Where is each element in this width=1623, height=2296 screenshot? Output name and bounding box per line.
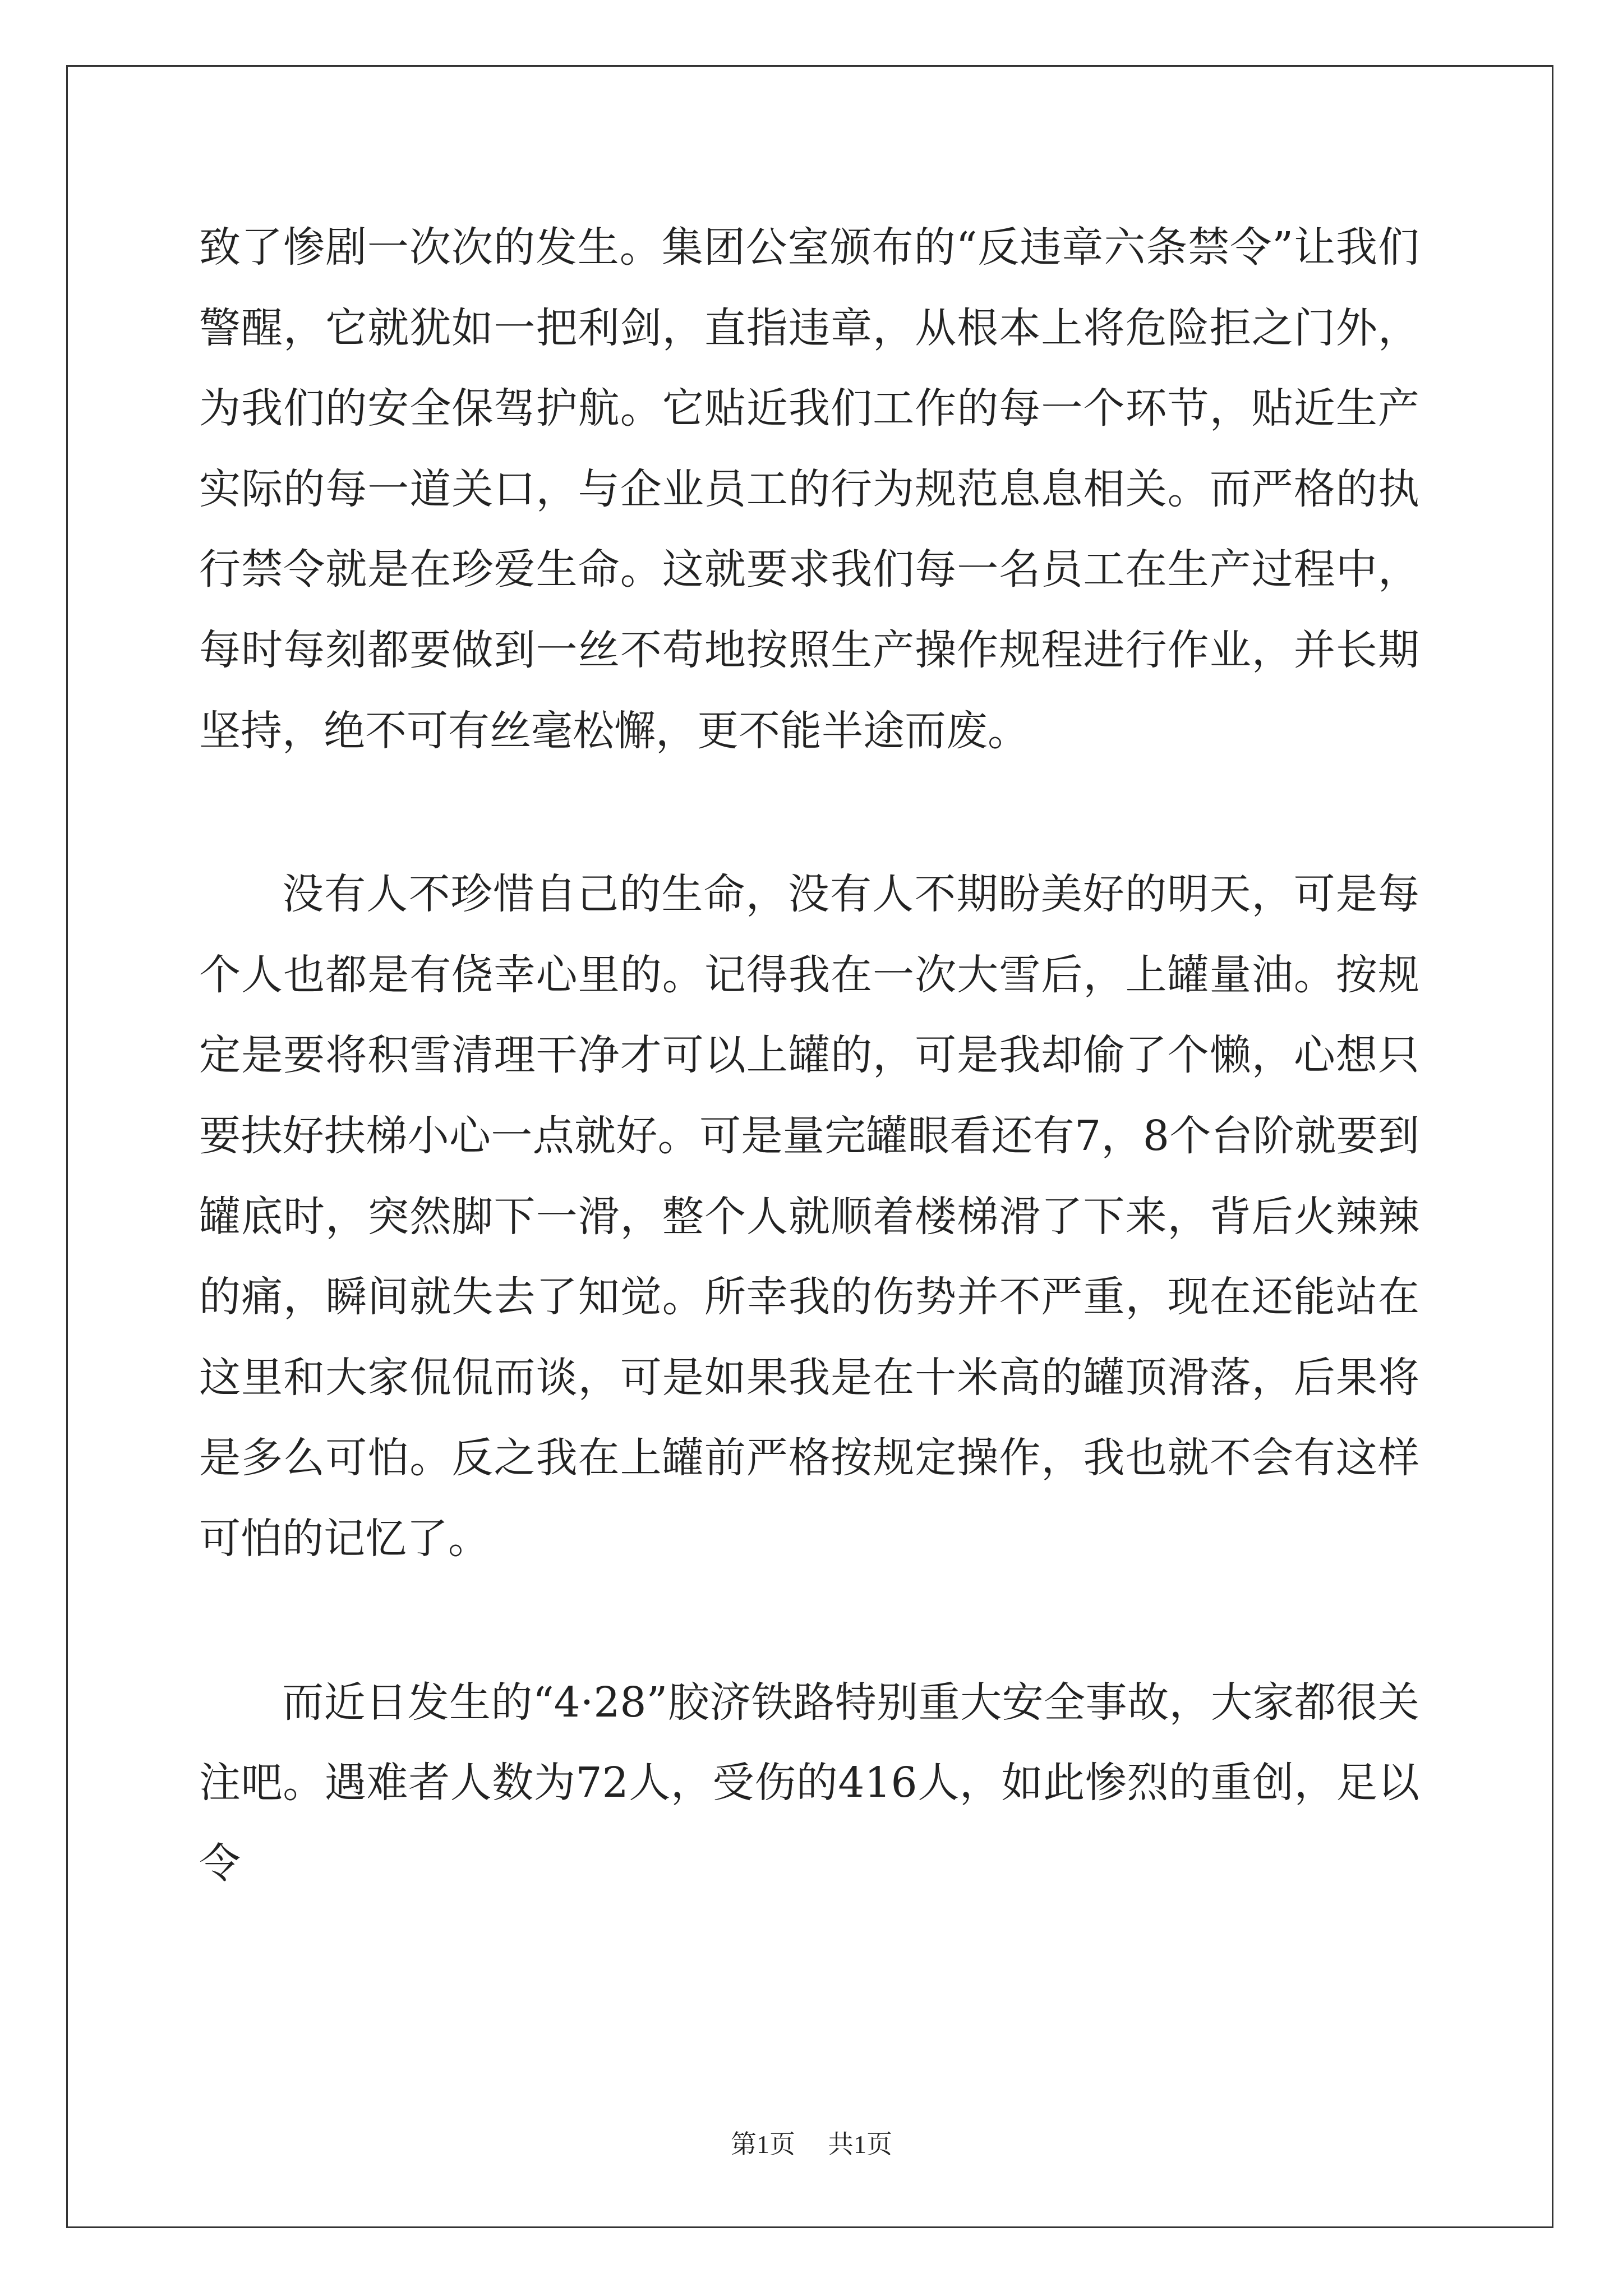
page-number: 第1页 — [731, 2130, 795, 2159]
page-footer — [0, 2130, 1623, 2159]
paragraph-3: 而近日发生的“4·28”胶济铁路特别重大安全事故，大家都很关注吧。遇难者人数为72人，受伤的416人，如此惨烈的重创，足以令 — [199, 1678, 1419, 1888]
paragraph-2: 没有人不珍惜自己的生命，没有人不期盼美好的明天，可是每个人也都是有侥幸心里的。记得我在一次大雪后，上罐量油。按规定是要将积雪清理干净才可以上罐的，可是我却偷了个懒，心想只要扶好扶梯小心一点就好。可是量完罐眼看还有7，8个台阶就要到罐底时，突然脚下一滑，整个人就顺着楼梯滑了下来，背后火辣辣的痛，瞬间就失去了知觉。所幸我的伤势并不严重，现在还能站在这里和大家侃侃而谈，可是如果我是在十米高的罐顶滑落，后果将是多么可怕。反之我在上罐前严格按规定操作，我也就不会有这样可怕的记忆了。 — [199, 870, 1419, 1563]
page-total: 共1页 — [828, 2130, 892, 2159]
paragraph-1: 致了惨剧一次次的发生。集团公室颁布的“反违章六条禁令”让我们警醒，它就犹如一把利剑，直指违章，从根本上将危险拒之门外，为我们的安全保驾护航。它贴近我们工作的每一个环节，贴近生产实际的每一道关口，与企业员工的行为规范息息相关。而严格的执行禁令就是在珍爱生命。这就要求我们每一名员工在生产过程中，每时每刻都要做到一丝不苟地按照生产操作规程进行作业，并长期坚持，绝不可有丝毫松懈，更不能半途而废。 — [199, 223, 1419, 755]
document-body — [199, 208, 1419, 1904]
